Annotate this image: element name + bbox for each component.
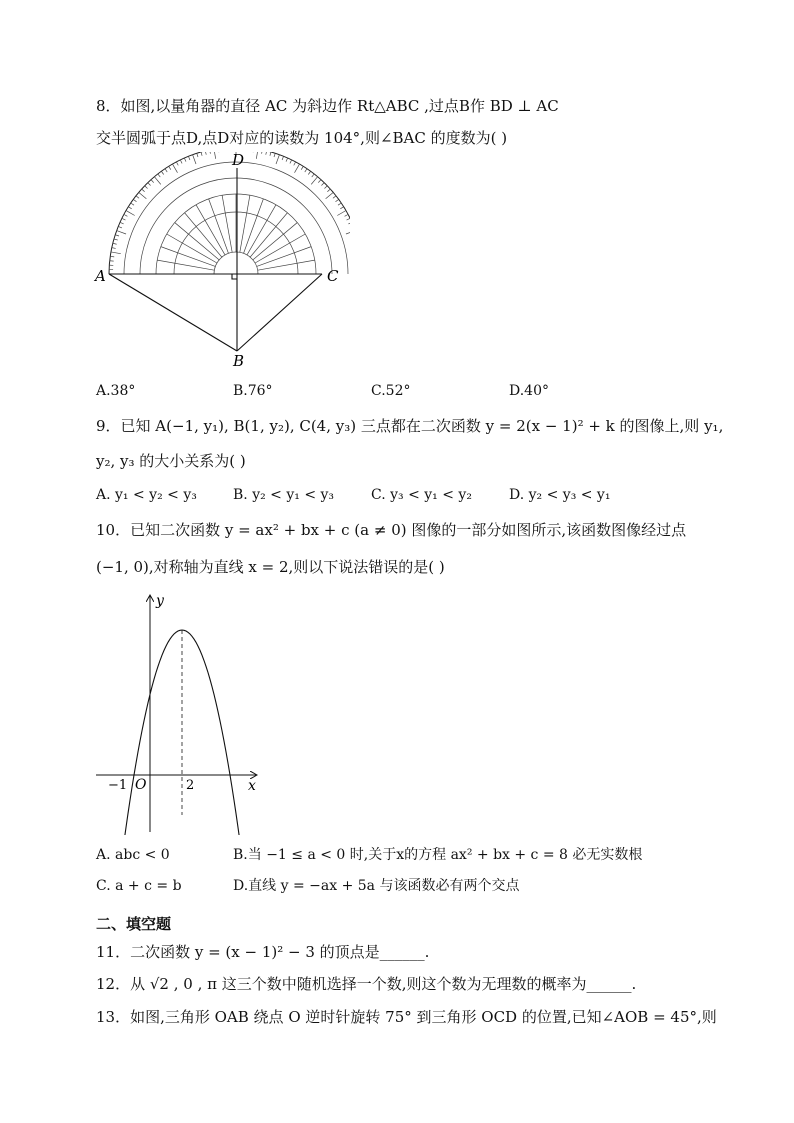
protractor-tick — [336, 199, 339, 201]
protractor-tick — [301, 166, 303, 169]
origin-label: O — [135, 777, 147, 793]
protractor-tick — [274, 153, 275, 157]
protractor-tick — [158, 174, 160, 177]
protractor-tick — [180, 160, 182, 164]
q9-option-d[interactable]: D. y₂ < y₃ < y₁ — [509, 487, 611, 503]
q10-stem-line1: 10．已知二次函数 y = ax² + bx + c (a ≠ 0) 图像的一部分如图所示,该函数图像经过点 — [96, 521, 687, 539]
q8-option-c[interactable]: C.52° — [371, 383, 411, 399]
protractor-tick — [290, 160, 292, 164]
protractor-tick — [347, 218, 350, 220]
q8-option-b[interactable]: B.76° — [233, 383, 273, 399]
protractor-tick — [311, 177, 317, 185]
protractor-tick — [145, 186, 148, 189]
protractor-ray — [247, 205, 276, 255]
protractor-tick — [124, 214, 128, 216]
protractor-tick — [346, 231, 350, 234]
protractor-tick — [113, 243, 117, 244]
protractor-tick — [270, 152, 271, 156]
protractor-tick — [118, 226, 122, 227]
protractor-tick — [110, 256, 114, 257]
protractor-tick — [122, 218, 126, 220]
protractor-tick — [326, 192, 334, 198]
protractor-tick — [294, 162, 296, 166]
protractor-tick — [128, 207, 131, 209]
label-B: B — [233, 352, 245, 367]
protractor-tick — [112, 248, 116, 249]
q9-option-c[interactable]: C. y₃ < y₁ < y₂ — [371, 487, 472, 503]
protractor-tick — [188, 156, 189, 160]
protractor-tick — [139, 192, 147, 198]
right-angle-mark — [232, 274, 237, 279]
segment-BC — [237, 274, 322, 351]
protractor-ray — [157, 260, 214, 270]
protractor-tick — [114, 239, 118, 240]
q9-stem-line2: y₂, y₃ 的大小关系为( ) — [96, 452, 246, 470]
protractor-tick — [201, 152, 202, 156]
protractor-tick — [136, 196, 139, 198]
protractor-tick — [131, 203, 134, 205]
protractor-tick — [169, 166, 171, 169]
q12-text: 12．从 √2 , 0 , π 这三个数中随机选择一个数,则这个数为无理数的概率为______. — [96, 975, 637, 993]
x-axis-label: x — [248, 778, 256, 794]
protractor-ray — [196, 205, 225, 255]
protractor-tick — [340, 207, 343, 209]
protractor-tick — [338, 203, 341, 205]
protractor-tick — [282, 156, 283, 160]
label-A: A — [95, 267, 106, 285]
y-axis-label: y — [156, 593, 164, 609]
protractor-tick — [142, 189, 145, 192]
protractor-tick — [176, 162, 178, 166]
protractor-tick — [133, 199, 136, 201]
protractor-tick — [321, 183, 324, 186]
protractor-tick — [308, 171, 310, 174]
label-D: D — [232, 152, 245, 169]
protractor-tick — [115, 235, 119, 236]
q8-stem-line1: 8．如图,以量角器的直径 AC 为斜边作 Rt△ABC ,过点B作 BD ⊥ AC — [96, 97, 559, 115]
protractor-tick — [318, 180, 321, 183]
q10-option-a[interactable]: A. abc < 0 — [96, 847, 170, 863]
protractor-ray — [222, 195, 232, 252]
protractor-tick — [184, 158, 186, 162]
protractor-tick — [305, 169, 307, 172]
q8-stem-line2: 交半圆弧于点D,点D对应的读数为 104°,则∠BAC 的度数为( ) — [96, 129, 508, 147]
protractor-tick — [262, 152, 263, 154]
protractor-tick — [120, 222, 124, 224]
q10-option-d[interactable]: D.直线 y = −ax + 5a 与该函数必有两个交点 — [233, 878, 520, 894]
protractor-ray — [258, 260, 315, 270]
protractor-tick — [324, 186, 327, 189]
protractor-figure — [90, 152, 350, 367]
q10-option-c[interactable]: C. a + c = b — [96, 878, 182, 894]
protractor-tick — [348, 222, 350, 224]
protractor-tick — [151, 180, 154, 183]
protractor-ray — [255, 234, 305, 263]
segment-AB — [109, 274, 237, 351]
protractor-tick — [210, 152, 211, 154]
q8-option-d[interactable]: D.40° — [509, 383, 549, 399]
protractor-tick — [111, 252, 121, 254]
q10-option-b[interactable]: B.当 −1 ≤ a < 0 时,关于x的方程 ax² + bx + c = 8 必无实数根 — [233, 847, 643, 863]
protractor-tick — [312, 174, 314, 177]
protractor-tick — [327, 189, 330, 192]
q9-option-a[interactable]: A. y₁ < y₂ < y₃ — [96, 487, 197, 503]
protractor-tick — [345, 214, 349, 216]
protractor-tick — [286, 158, 288, 162]
protractor-tick — [266, 152, 267, 155]
tick-label-2: 2 — [186, 778, 195, 793]
tick-label-neg1: −1 — [108, 778, 128, 793]
protractor-tick — [276, 155, 279, 164]
protractor-tick — [197, 153, 198, 157]
protractor-tick — [193, 155, 196, 164]
protractor-tick — [173, 164, 178, 173]
q9-stem-line1: 9．已知 A(−1, y₁), B(1, y₂), C(4, y₃) 三点都在二次函数 y = 2(x − 1)² + k 的图像上,则 y₁, — [96, 417, 724, 435]
q11-text: 11．二次函数 y = (x − 1)² − 3 的顶点是______. — [96, 943, 430, 961]
q10-stem-line2: (−1, 0),对称轴为直线 x = 2,则以下说法错误的是( ) — [96, 558, 445, 576]
protractor-tick — [148, 183, 151, 186]
protractor-tick — [295, 164, 300, 173]
parabola-graph — [92, 590, 267, 835]
q8-option-a[interactable]: A.38° — [96, 383, 136, 399]
q9-option-b[interactable]: B. y₂ < y₁ < y₃ — [233, 487, 335, 503]
protractor-ray — [167, 234, 217, 263]
protractor-tick — [205, 152, 206, 155]
protractor-tick — [126, 211, 135, 216]
protractor-tick — [165, 169, 167, 172]
protractor-tick — [337, 211, 346, 216]
protractor-tick — [256, 152, 258, 159]
protractor-tick — [154, 177, 160, 185]
section-title: 二、填空题 — [96, 915, 172, 933]
protractor-tick — [333, 196, 336, 198]
protractor-tick — [161, 171, 163, 174]
protractor-tick — [214, 152, 216, 159]
label-C: C — [327, 267, 339, 285]
protractor-ray — [240, 195, 250, 252]
q13-text: 13．如图,三角形 OAB 绕点 O 逆时针旋转 75° 到三角形 OCD 的位置,已知∠AOB = 45°,则 — [96, 1008, 717, 1026]
protractor-tick — [117, 231, 126, 234]
